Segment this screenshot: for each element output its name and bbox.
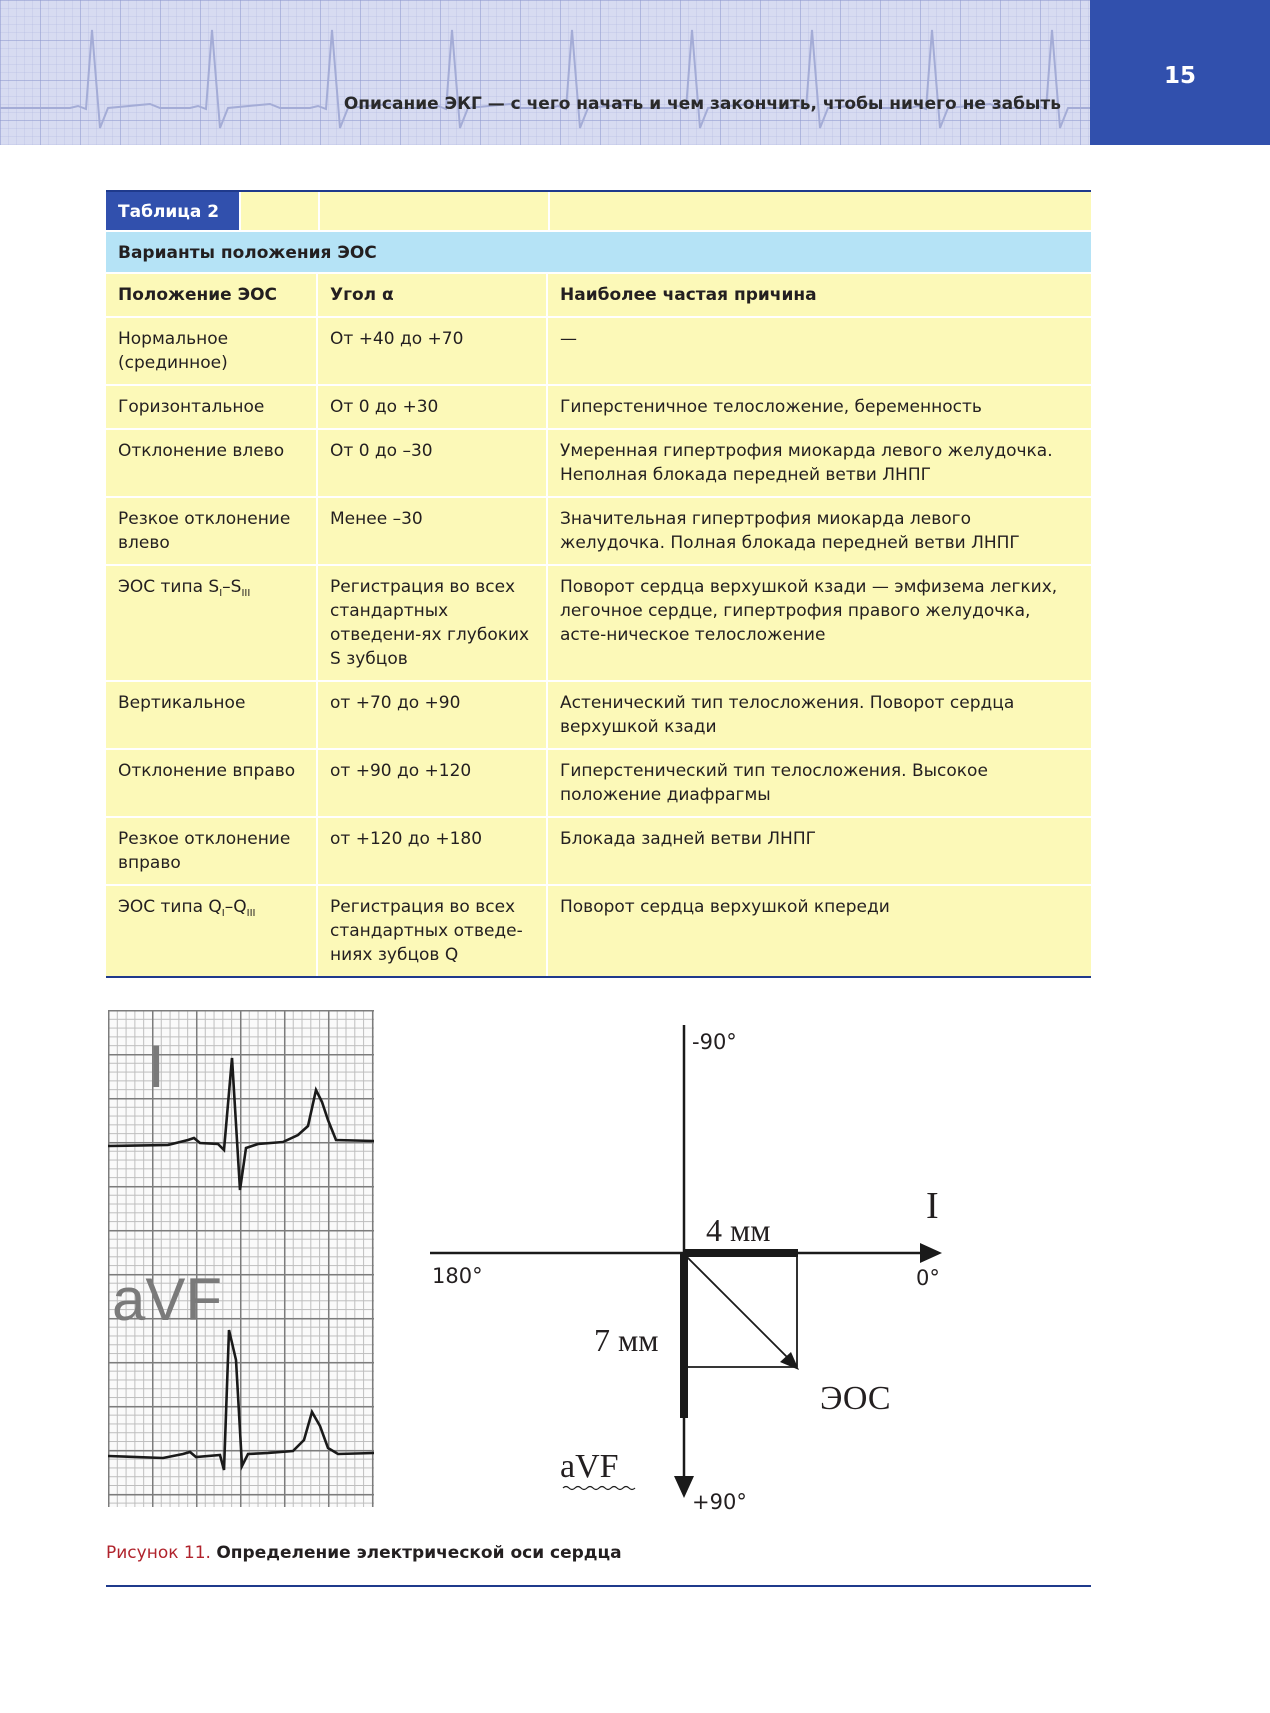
cell-angle: От +40 до +70 [318,318,548,384]
cell-cause: Астенический тип телосложения. Поворот сердца верхушкой кзади [560,693,1015,737]
subscript: I [221,908,225,919]
figure-caption [106,1543,622,1563]
cell-cause: — [560,329,577,349]
cell-cause: Блокада задней ветви ЛНПГ [560,829,816,849]
cell-cause: Значительная гипертрофия миокарда левого желудочка. Полная блокада передней ветви ЛНПГ [560,509,1020,553]
cell-angle: Регистрация во всех стандартных отведе-ниях зубцов Q [318,886,548,976]
cell-cause: Гиперстеничное телосложение, беременность [560,397,982,417]
table-row [106,750,1091,818]
axis-label-top: -90° [692,1030,737,1054]
cell-angle: от +90 до +120 [318,750,548,816]
table-row [106,498,1091,566]
ecg-lead-label: aVF [112,1266,223,1333]
caption-prefix: Рисунок 11. [106,1543,211,1563]
cell-position: Резкое отклонение влево [106,498,318,564]
cell-angle: Менее –30 [318,498,548,564]
ecg-lead-label: I [148,1033,165,1100]
ecg-strip-image [108,1010,374,1507]
cell-position [106,886,318,976]
position-dash: –Q [224,897,247,917]
cell-position: Горизонтальное [106,386,318,428]
cell-angle: от +120 до +180 [318,818,548,884]
bottom-divider [106,1585,1091,1587]
table-row [106,430,1091,498]
header-ecg-background [0,0,1090,145]
table-label-row [106,192,1091,232]
measure-bar-horizontal [684,1249,798,1257]
table-row [106,886,1091,976]
wavy-underline [563,1487,635,1490]
position-prefix: ЭОС типа S [118,577,220,597]
header-title: Описание ЭКГ — с чего начать и чем закончить, чтобы ничего не забыть [343,94,1061,114]
caption-text: Определение электрической оси сердца [216,1543,622,1563]
table-row [106,566,1091,682]
eos-label: ЭОС [820,1380,891,1417]
subscript: I [219,588,223,599]
cell-position: Резкое отклонение вправо [106,818,318,884]
cell-cause: Гиперстенический тип телосложения. Высокое положение диафрагмы [560,761,988,805]
column-header: Наиболее частая причина [560,285,817,305]
table-row [106,318,1091,386]
cell-position: Вертикальное [106,682,318,748]
axis-diagram-svg [420,1020,980,1520]
column-header: Угол α [318,274,548,316]
subscript: III [241,588,251,599]
axis-label-bottom: +90° [692,1490,747,1514]
table-label-spacer [550,192,1091,230]
cell-angle: Регистрация во всех стандартных отведени-ях глубоких S зубцов [318,566,548,680]
cell-cause: Поворот сердца верхушкой кзади — эмфизема легких, легочное сердце, гипертрофия правого желудочка, асте-ническое телосложение [560,577,1058,645]
column-header: Положение ЭОС [106,274,318,316]
subscript: III [246,908,256,919]
cell-position: Отклонение влево [106,430,318,496]
table-label-spacer [320,192,550,230]
cell-position: Нормальное (срединное) [106,318,318,384]
cell-angle: от +70 до +90 [318,682,548,748]
table-row [106,682,1091,750]
cell-cause: Поворот сердца верхушкой кпереди [560,897,890,917]
lead-aVF-label: aVF [560,1448,619,1485]
measure-4mm-label: 4 мм [706,1212,771,1248]
position-prefix: ЭОС типа Q [118,897,222,917]
arrowhead-right-icon [920,1243,942,1263]
cell-cause: Умеренная гипертрофия миокарда левого желудочка. Неполная блокада передней ветви ЛНПГ [560,441,1053,485]
cell-angle: От 0 до +30 [318,386,548,428]
cell-position: Отклонение вправо [106,750,318,816]
measure-7mm-label: 7 мм [594,1322,659,1358]
table-label-spacer [241,192,320,230]
lead-I-label: I [926,1185,939,1227]
table-eos-positions [106,190,1091,978]
axis-diagram [420,1020,980,1520]
table-subtitle: Варианты положения ЭОС [118,243,377,263]
page-header [0,0,1270,145]
table-row [106,818,1091,886]
table-header-row [106,274,1091,318]
eos-vector [686,1256,790,1360]
header-ecg-trace [0,0,1090,145]
axis-label-left: 180° [432,1264,483,1288]
table-label: Таблица 2 [106,192,241,230]
ecg-trace-lead-aVF [108,1330,374,1470]
table-subtitle-row [106,232,1091,274]
page-number: 15 [1090,0,1270,145]
measure-bar-vertical [680,1253,688,1418]
table-row [106,386,1091,430]
cell-position [106,566,318,680]
axis-label-right: 0° [916,1266,940,1290]
arrowhead-down-icon [674,1476,694,1498]
position-dash: –S [222,577,242,597]
cell-angle: От 0 до –30 [318,430,548,496]
